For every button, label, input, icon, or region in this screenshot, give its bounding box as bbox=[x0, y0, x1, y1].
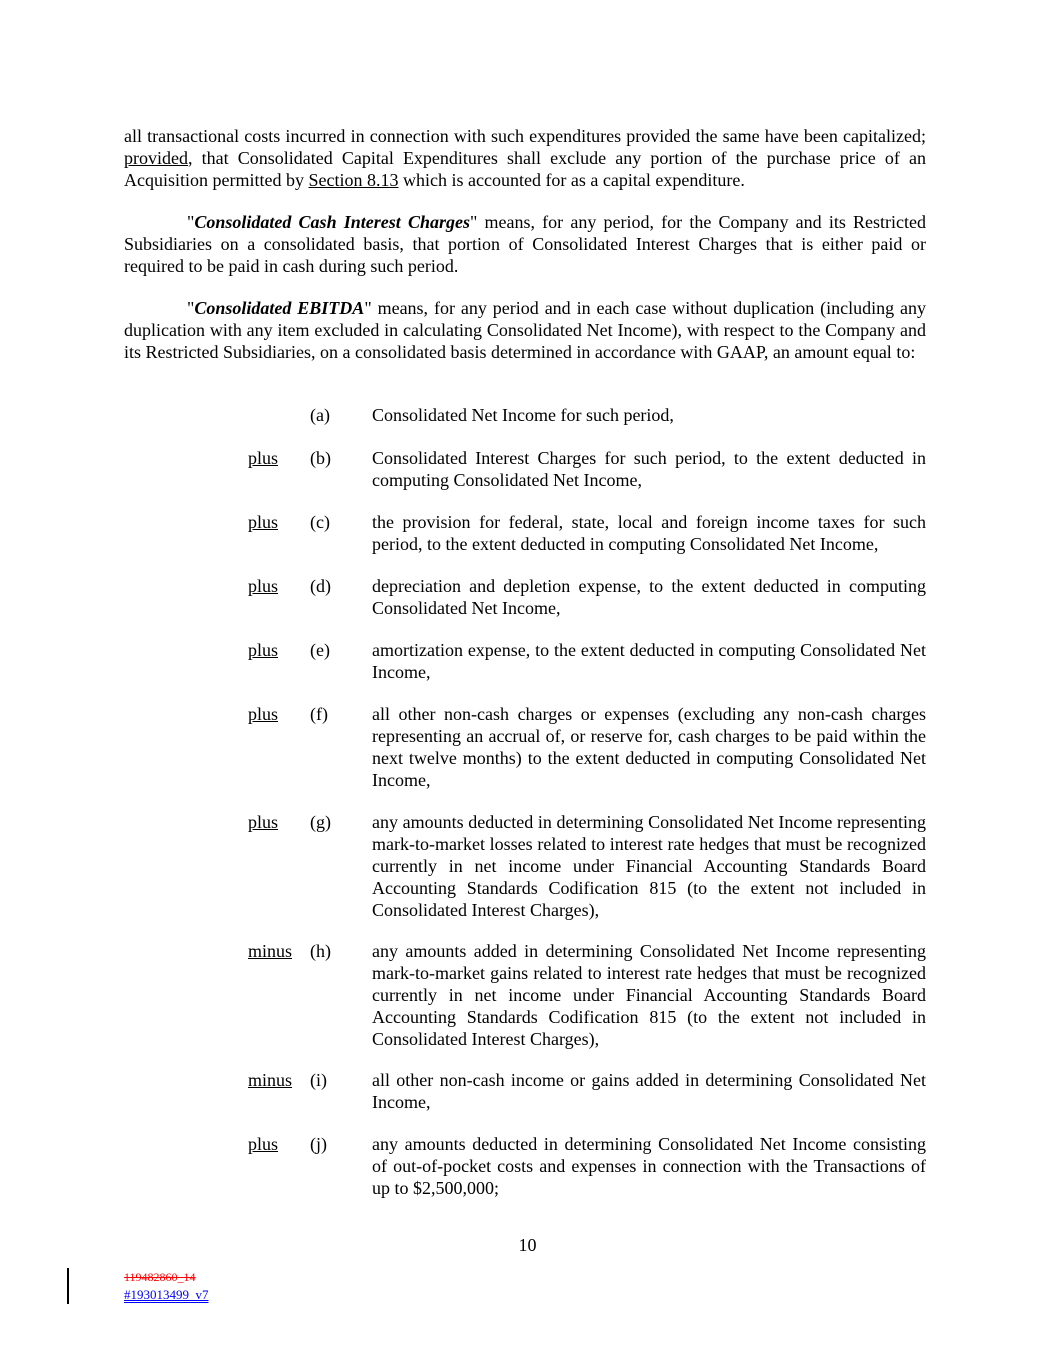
section-reference: Section 8.13 bbox=[308, 170, 399, 190]
item-text: all other non-cash charges or expenses (excluding any non-cash charges representing an accrual of, or reserve for, cash charges to be paid within the next twelve months) to the extent deducted in computing Consolidated Net Income, bbox=[372, 704, 926, 790]
cash-interest-definition bbox=[124, 211, 926, 277]
list-item bbox=[248, 940, 926, 1049]
item-label: (d) bbox=[310, 576, 331, 596]
item-operator: plus bbox=[248, 576, 279, 596]
list-item bbox=[248, 511, 926, 554]
list-item bbox=[248, 404, 926, 426]
paragraph-text: which is accounted for as a capital expenditure. bbox=[398, 170, 745, 190]
doc-id-deleted: 119482860_14 bbox=[124, 1270, 196, 1284]
item-text: Consolidated Interest Charges for such period, to the extent deducted in computing Consolidated Net Income, bbox=[372, 448, 926, 490]
page-number: 10 bbox=[518, 1235, 537, 1255]
item-label: (g) bbox=[310, 812, 331, 832]
change-bar bbox=[67, 1268, 69, 1304]
item-text: any amounts added in determining Consolidated Net Income representing mark-to-market gains related to interest rate hedges that must be recognized currently in net income under Financial Accounting Standards Board Accounting Standards Codification 815 (to the extent not included in Consolidated Interest Charges), bbox=[372, 941, 926, 1049]
item-label: (h) bbox=[310, 941, 331, 961]
defined-term: Consolidated Cash Interest Charges bbox=[194, 212, 470, 232]
item-label: (c) bbox=[310, 512, 330, 532]
item-operator: plus bbox=[248, 448, 279, 468]
list-item bbox=[248, 575, 926, 618]
item-text: amortization expense, to the extent deducted in computing Consolidated Net Income, bbox=[372, 640, 926, 682]
item-label: (i) bbox=[310, 1070, 327, 1090]
item-label: (b) bbox=[310, 448, 331, 468]
list-item bbox=[248, 447, 926, 490]
definition-text: " means, for any period, for the Company and its Restricted Subsidiaries on a consolidated basis, that portion of Consolidated Interest Charges that is either paid or required to be paid in cash during such period. bbox=[124, 212, 926, 276]
item-text: the provision for federal, state, local and foreign income taxes for such period, to the extent deducted in computing Consolidated Net Income, bbox=[372, 512, 926, 554]
list-item bbox=[248, 1133, 926, 1198]
item-operator: minus bbox=[248, 1070, 293, 1090]
provided-underlined: provided bbox=[124, 148, 188, 168]
doc-id-inserted: #193013499_v7 bbox=[124, 1287, 209, 1302]
item-label: (a) bbox=[310, 405, 330, 425]
list-item bbox=[248, 811, 926, 920]
quote-mark: " bbox=[187, 212, 195, 232]
paragraph-text: , that Consolidated Capital Expenditures shall exclude any portion of the purchase price of an Acquisition permitted by bbox=[124, 148, 926, 190]
item-operator: plus bbox=[248, 512, 279, 532]
list-item bbox=[248, 703, 926, 790]
list-item bbox=[248, 1069, 926, 1112]
item-operator: minus bbox=[248, 941, 293, 961]
list-item bbox=[248, 639, 926, 682]
item-operator: plus bbox=[248, 704, 279, 724]
item-label: (f) bbox=[310, 704, 328, 724]
item-operator: plus bbox=[248, 640, 279, 660]
paragraph-text: all transactional costs incurred in connection with such expenditures provided the same have been capitalized; bbox=[124, 126, 926, 146]
item-text: all other non-cash income or gains added in determining Consolidated Net Income, bbox=[372, 1070, 926, 1112]
capex-continuation-paragraph bbox=[124, 125, 926, 191]
defined-term: Consolidated EBITDA bbox=[194, 298, 365, 318]
item-label: (e) bbox=[310, 640, 330, 660]
item-operator: plus bbox=[248, 812, 279, 832]
item-text: Consolidated Net Income for such period, bbox=[372, 405, 674, 425]
quote-mark: " bbox=[187, 298, 195, 318]
item-text: any amounts deducted in determining Consolidated Net Income consisting of out-of-pocket costs and expenses in connection with the Transactions of up to $2,500,000; bbox=[372, 1134, 926, 1198]
item-label: (j) bbox=[310, 1134, 327, 1154]
definition-text: " means, for any period and in each case without duplication (including any duplication with any item excluded in calculating Consolidated Net Income), with respect to the Company and its Restricted Subsidiaries, on a consolidated basis determined in accordance with GAAP, an amount equal to: bbox=[124, 298, 927, 362]
item-text: any amounts deducted in determining Consolidated Net Income representing mark-to-market losses related to interest rate hedges that must be recognized currently in net income under Financial Accounting Standards Board Accounting Standards Codification 815 (to the extent not included in Consolidated Interest Charges), bbox=[372, 812, 926, 920]
item-operator: plus bbox=[248, 1134, 279, 1154]
item-text: depreciation and depletion expense, to the extent deducted in computing Consolidated Net Income, bbox=[372, 576, 926, 618]
ebitda-definition bbox=[124, 297, 926, 363]
